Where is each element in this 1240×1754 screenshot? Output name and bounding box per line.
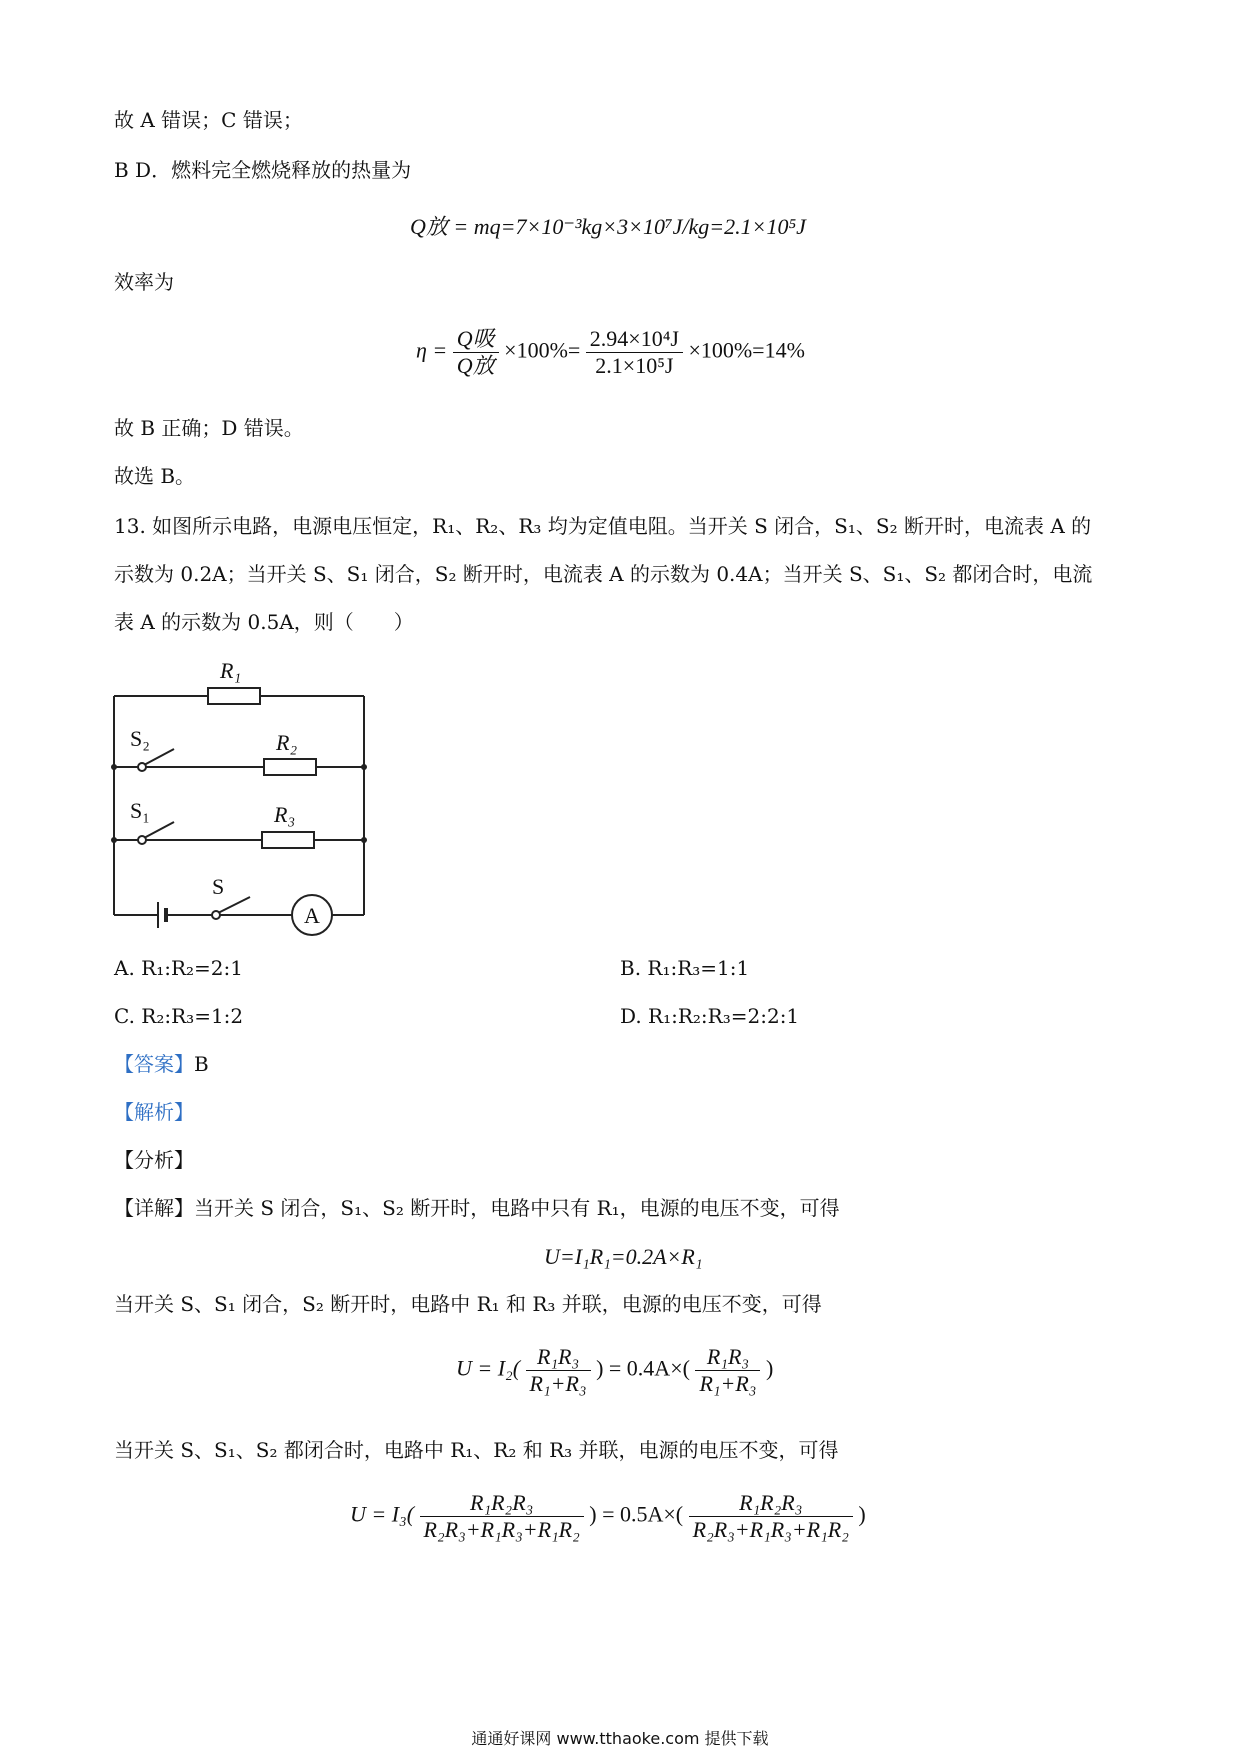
resistor-r2	[264, 759, 316, 775]
label-ammeter: A	[304, 903, 320, 928]
resistor-r1	[208, 688, 260, 704]
fraction-values: $\frac{\text{2.94×10⁴J}}{\text{2.1×10⁵J}}$	[586, 326, 683, 379]
option-b: B. R₁:R₃=1:1	[620, 956, 750, 980]
label-s1: S₁	[130, 798, 150, 823]
detail-line-3: 当开关 S、S₁、S₂ 都闭合时，电路中 R₁、R₂ 和 R₃ 并联，电源的电压不变，可得	[114, 1438, 839, 1462]
text-line-1: 故 A 错误；C 错误；	[114, 108, 303, 132]
resistor-r3	[262, 832, 314, 848]
label-r1: R₁	[220, 658, 242, 683]
text-line-4: 故 B 正确；D 错误。	[114, 416, 304, 440]
label-s: S	[212, 874, 225, 899]
footer-text: 通通好课网 www.tthaoke.com 提供下载	[471, 1729, 769, 1748]
detail-line-2: 当开关 S、S₁ 闭合，S₂ 断开时，电路中 R₁ 和 R₃ 并联，电源的电压不变，可得	[114, 1292, 822, 1316]
fenxi-label: 【分析】	[114, 1148, 194, 1172]
text-line-3: 效率为	[114, 270, 174, 294]
equation-u3: U = I₃( $\frac{\text{R₁R₂R₃}}{\text{R₂R₃+R₁R₃+R₁R₂}}$ ) = 0.5A×( $\frac{\text{R₁R₂R₃}}{\text{R₂R₃+R₁R₃+R₁R₂}}$ )	[350, 1490, 866, 1542]
equation-u1: U=I₁R₁=0.2A×R₁	[544, 1244, 703, 1269]
detail-line-1: 【详解】当开关 S 闭合，S₁、S₂ 断开时，电路中只有 R₁，电源的电压不变，可得	[114, 1196, 840, 1220]
equation-efficiency: η = $\frac{\text{Q吸}}{\text{Q放}}$ ×100%= $\frac{\text{2.94×10⁴J}}{\text{2.1×10⁵J}}$ ×100%=14%	[416, 326, 805, 378]
question-line-3: 表 A 的示数为 0.5A，则（ ）	[114, 610, 414, 634]
switch-s-blade	[218, 897, 250, 913]
text-line-5: 故选 B。	[114, 464, 196, 488]
switch-s1-blade	[144, 822, 174, 838]
answer-value: B	[194, 1052, 209, 1076]
fraction-q: $\frac{\text{Q吸}}{\text{Q放}}$	[453, 326, 499, 379]
label-r2: R₂	[276, 730, 298, 755]
option-d: D. R₁:R₂:R₃=2:2:1	[620, 1004, 800, 1028]
question-line-1: 13. 如图所示电路，电源电压恒定，R₁、R₂、R₃ 均为定值电阻。当开关 S 闭合，S₁、S₂ 断开时，电流表 A 的	[114, 514, 1092, 538]
analysis-label: 【解析】	[114, 1100, 194, 1124]
text-line-2: B D．燃料完全燃烧释放的热量为	[114, 158, 412, 182]
question-line-2: 示数为 0.2A；当开关 S、S₁ 闭合，S₂ 断开时，电流表 A 的示数为 0.4A；当开关 S、S₁、S₂ 都闭合时，电流	[114, 562, 1093, 586]
option-a: A. R₁:R₂=2:1	[114, 956, 243, 980]
label-s2: S₂	[130, 726, 150, 751]
switch-s2-blade	[144, 749, 174, 765]
equation-u2: U = I₂( $\frac{\text{R₁R₃}}{\text{R₁+R₃}}$ ) = 0.4A×( $\frac{\text{R₁R₃}}{\text{R₁+R₃}}$ )	[456, 1344, 774, 1396]
equation-heat: Q放 = mq=7×10⁻³kg×3×10⁷J/kg=2.1×10⁵J	[410, 214, 806, 239]
answer-line	[114, 1050, 209, 1078]
answer-label: 【答案】	[114, 1052, 194, 1076]
circuit-diagram	[100, 650, 380, 940]
eta-symbol: η =	[416, 337, 448, 363]
label-r3: R₃	[274, 802, 296, 827]
option-c: C. R₂:R₃=1:2	[114, 1004, 244, 1028]
